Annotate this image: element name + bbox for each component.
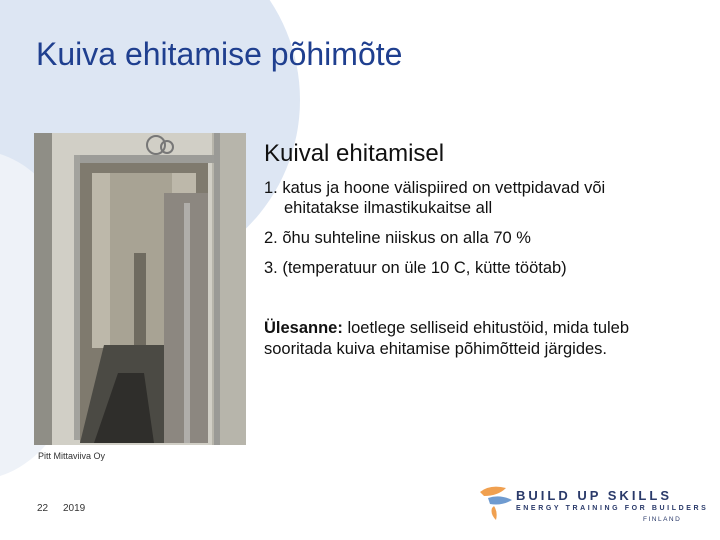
construction-photo bbox=[34, 133, 246, 445]
build-up-skills-logo bbox=[476, 480, 709, 530]
content-heading: Kuival ehitamisel bbox=[264, 140, 445, 167]
logo-mark-icon bbox=[476, 482, 516, 522]
logo-sub-text: ENERGY TRAINING FOR BUILDERS bbox=[516, 505, 709, 512]
list-item bbox=[264, 178, 684, 218]
footer-year: 2019 bbox=[63, 503, 86, 514]
list-item-text: 1. katus ja hoone välispiired on vettpidavad või bbox=[264, 179, 606, 197]
list-item bbox=[264, 228, 684, 248]
slide-title: Kuiva ehitamise põhimõte bbox=[36, 36, 403, 72]
task-label: Ülesanne: bbox=[264, 319, 343, 337]
list-item-text: ehitatakse ilmastikukaitse all bbox=[284, 199, 493, 217]
page-number: 22 bbox=[37, 503, 49, 514]
list-item-text: 2. õhu suhteline niiskus on alla 70 % bbox=[264, 229, 531, 247]
photo-caption: Pitt Mittaviiva Oy bbox=[38, 451, 106, 461]
task-text: loetlege selliseid ehitustöid, mida tuleb sooritada kuiva ehitamise põhimõtteid järgides. bbox=[264, 319, 630, 358]
condition-list bbox=[264, 178, 684, 288]
list-item-text: 3. (temperatuur on üle 10 C, kütte töötab) bbox=[264, 259, 567, 277]
list-item bbox=[264, 258, 684, 278]
logo-main-text: BUILD UP SKILLS bbox=[516, 488, 672, 503]
doorway-image bbox=[34, 133, 246, 445]
task-paragraph bbox=[264, 318, 684, 360]
logo-country-text: FINLAND bbox=[643, 516, 682, 523]
